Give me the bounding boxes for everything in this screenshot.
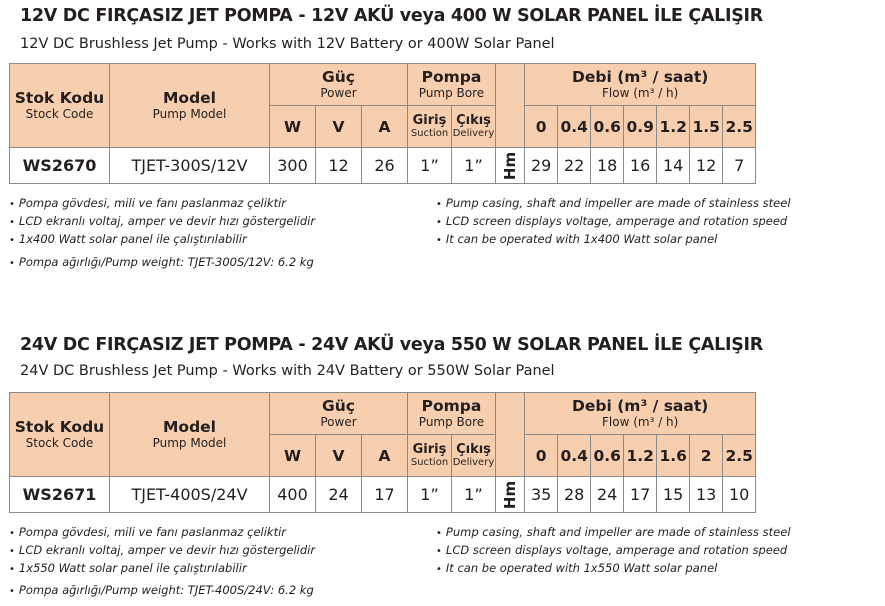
head-cell: 35 — [525, 477, 558, 513]
flow-value: 0.4 — [558, 106, 591, 148]
note-item: • LCD screen displays voltage, amperage and rotation speed — [436, 542, 791, 560]
spec-table — [9, 392, 756, 513]
flow-value: 2.5 — [723, 435, 756, 477]
head-cell: 13 — [690, 477, 723, 513]
stock-code-cell: WS2670 — [10, 148, 110, 184]
suction-cell: 1” — [408, 477, 452, 513]
section-title: 12V DC FIRÇASIZ JET POMPA - 12V AKÜ veya 400 W SOLAR PANEL İLE ÇALIŞIR — [20, 6, 763, 26]
amp-cell: 26 — [362, 148, 408, 184]
head-cell: 7 — [723, 148, 756, 184]
head-cell: 17 — [624, 477, 657, 513]
suction-cell: 1” — [408, 148, 452, 184]
bore-header: Pompa Pump Bore — [408, 393, 496, 435]
spec-table — [9, 63, 756, 184]
section-subtitle: 24V DC Brushless Jet Pump - Works with 24V Battery or 550W Solar Panel — [20, 363, 555, 379]
flow-value: 2.5 — [723, 106, 756, 148]
note-item: • Pompa gövdesi, mili ve fanı paslanmaz çeliktir — [9, 524, 315, 542]
stock-code-header: Stok Kodu Stock Code — [10, 64, 110, 148]
pump-weight-note: • Pompa ağırlığı/Pump weight: TJET-300S/12V: 6.2 kg — [9, 255, 314, 269]
head-cell: 10 — [723, 477, 756, 513]
flow-value: 0 — [525, 435, 558, 477]
model-header: Model Pump Model — [110, 393, 270, 477]
head-cell: 14 — [657, 148, 690, 184]
flow-value: 0.6 — [591, 435, 624, 477]
unit-amp: A — [362, 435, 408, 477]
note-item: • Pompa gövdesi, mili ve fanı paslanmaz çeliktir — [9, 195, 315, 213]
note-item: • Pump casing, shaft and impeller are made of stainless steel — [436, 195, 791, 213]
note-item: • 1x400 Watt solar panel ile çalıştırılabilir — [9, 231, 315, 249]
note-item: • 1x550 Watt solar panel ile çalıştırılabilir — [9, 560, 315, 578]
flow-value: 1.5 — [690, 106, 723, 148]
volt-cell: 12 — [316, 148, 362, 184]
hm-label: Hm — [496, 148, 525, 184]
blank-header-cell — [496, 64, 525, 148]
volt-cell: 24 — [316, 477, 362, 513]
flow-value: 0.9 — [624, 106, 657, 148]
flow-value: 1.6 — [657, 435, 690, 477]
note-item: • LCD ekranlı voltaj, amper ve devir hızı göstergelidir — [9, 213, 315, 231]
head-cell: 12 — [690, 148, 723, 184]
flow-value: 0.4 — [558, 435, 591, 477]
pump-weight-note: • Pompa ağırlığı/Pump weight: TJET-400S/24V: 6.2 kg — [9, 583, 314, 597]
table-row — [10, 148, 756, 184]
unit-volt: V — [316, 435, 362, 477]
bore-header: Pompa Pump Bore — [408, 64, 496, 106]
stock-code-header: Stok Kodu Stock Code — [10, 393, 110, 477]
model-cell: TJET-300S/12V — [110, 148, 270, 184]
head-cell: 22 — [558, 148, 591, 184]
flow-value: 2 — [690, 435, 723, 477]
watt-cell: 400 — [270, 477, 316, 513]
amp-cell: 17 — [362, 477, 408, 513]
flow-value: 0 — [525, 106, 558, 148]
stock-code-cell: WS2671 — [10, 477, 110, 513]
note-item: • LCD ekranlı voltaj, amper ve devir hızı göstergelidir — [9, 542, 315, 560]
delivery-header: Çıkış Delivery — [452, 106, 496, 148]
unit-volt: V — [316, 106, 362, 148]
table-row — [10, 477, 756, 513]
model-header: Model Pump Model — [110, 64, 270, 148]
head-cell: 15 — [657, 477, 690, 513]
flow-header: Debi (m³ / saat) Flow (m³ / h) — [525, 64, 756, 106]
delivery-cell: 1” — [452, 148, 496, 184]
note-item: • LCD screen displays voltage, amperage and rotation speed — [436, 213, 791, 231]
blank-header-cell — [496, 393, 525, 477]
power-header: Güç Power — [270, 64, 408, 106]
head-cell: 29 — [525, 148, 558, 184]
delivery-cell: 1” — [452, 477, 496, 513]
power-header: Güç Power — [270, 393, 408, 435]
suction-header: Giriş Suction — [408, 435, 452, 477]
suction-header: Giriş Suction — [408, 106, 452, 148]
notes-english — [436, 195, 791, 249]
hm-label: Hm — [496, 477, 525, 513]
model-cell: TJET-400S/24V — [110, 477, 270, 513]
head-cell: 16 — [624, 148, 657, 184]
section-title: 24V DC FIRÇASIZ JET POMPA - 24V AKÜ veya 550 W SOLAR PANEL İLE ÇALIŞIR — [20, 335, 763, 355]
flow-value: 1.2 — [624, 435, 657, 477]
note-item: • It can be operated with 1x550 Watt solar panel — [436, 560, 791, 578]
flow-value: 0.6 — [591, 106, 624, 148]
unit-watt: W — [270, 435, 316, 477]
section-subtitle: 12V DC Brushless Jet Pump - Works with 12V Battery or 400W Solar Panel — [20, 36, 555, 52]
flow-header: Debi (m³ / saat) Flow (m³ / h) — [525, 393, 756, 435]
unit-amp: A — [362, 106, 408, 148]
head-cell: 28 — [558, 477, 591, 513]
notes-turkish — [9, 524, 315, 578]
note-item: • It can be operated with 1x400 Watt solar panel — [436, 231, 791, 249]
head-cell: 18 — [591, 148, 624, 184]
flow-value: 1.2 — [657, 106, 690, 148]
note-item: • Pump casing, shaft and impeller are made of stainless steel — [436, 524, 791, 542]
notes-english — [436, 524, 791, 578]
notes-turkish — [9, 195, 315, 249]
watt-cell: 300 — [270, 148, 316, 184]
head-cell: 24 — [591, 477, 624, 513]
unit-watt: W — [270, 106, 316, 148]
delivery-header: Çıkış Delivery — [452, 435, 496, 477]
